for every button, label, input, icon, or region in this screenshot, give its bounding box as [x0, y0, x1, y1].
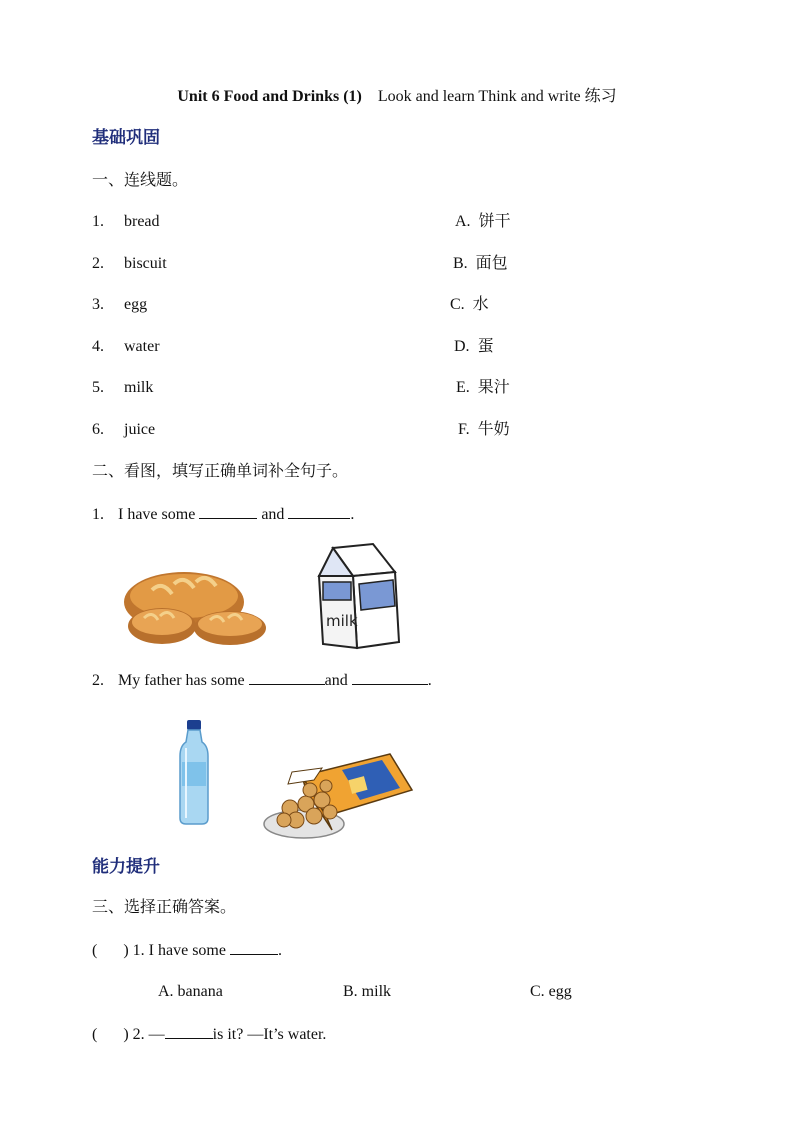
- choice-question-2: ( ) 2. — is it? —It’s water.: [92, 1026, 327, 1043]
- section-heading-basic: 基础巩固: [92, 128, 160, 147]
- milk-carton-image: [313, 542, 405, 652]
- option-a[interactable]: A. banana: [158, 983, 223, 1000]
- water-bottle-image: [176, 718, 212, 826]
- part1-heading: 一、连线题。: [92, 172, 189, 189]
- match-right-item: F. 牛奶: [458, 421, 510, 438]
- option-c[interactable]: C. egg: [530, 983, 572, 1000]
- match-left-item: 2. biscuit: [92, 255, 167, 272]
- milk-carton-label: milk: [326, 612, 358, 630]
- bread-image: [122, 560, 270, 650]
- section-heading-advanced: 能力提升: [92, 857, 160, 876]
- answer-blank[interactable]: [165, 1024, 213, 1039]
- match-right-item: D. 蛋: [454, 338, 494, 355]
- answer-blank[interactable]: [249, 670, 325, 685]
- title-unit: Unit 6 Food and Drinks (1): [177, 88, 362, 105]
- answer-blank[interactable]: [230, 940, 278, 955]
- answer-blank[interactable]: [288, 504, 350, 519]
- part2-heading: 二、看图，填写正确单词补全句子。: [92, 463, 349, 480]
- match-right-item: A. 饼干: [455, 213, 511, 230]
- match-left-item: 5. milk: [92, 379, 154, 396]
- biscuit-box-image: [262, 750, 414, 842]
- fill-question-1: 1. I have some and .: [92, 506, 355, 523]
- answer-blank[interactable]: [352, 670, 428, 685]
- match-left-item: 1. bread: [92, 213, 160, 230]
- fill-question-2: 2. My father has some and .: [92, 672, 432, 689]
- match-left-item: 4. water: [92, 338, 160, 355]
- part3-heading: 三、选择正确答案。: [92, 899, 237, 916]
- match-right-item: E. 果汁: [456, 379, 510, 396]
- match-right-item: C. 水: [450, 296, 489, 313]
- choice-question-1: ( ) 1. I have some .: [92, 942, 282, 959]
- page-title: [0, 87, 794, 107]
- answer-blank[interactable]: [199, 504, 257, 519]
- option-b[interactable]: B. milk: [343, 983, 392, 1000]
- match-left-item: 3. egg: [92, 296, 148, 313]
- match-left-item: 6. juice: [92, 421, 156, 438]
- match-right-item: B. 面包: [453, 255, 508, 272]
- title-rest: Look and learn Think and write 练习: [377, 88, 617, 105]
